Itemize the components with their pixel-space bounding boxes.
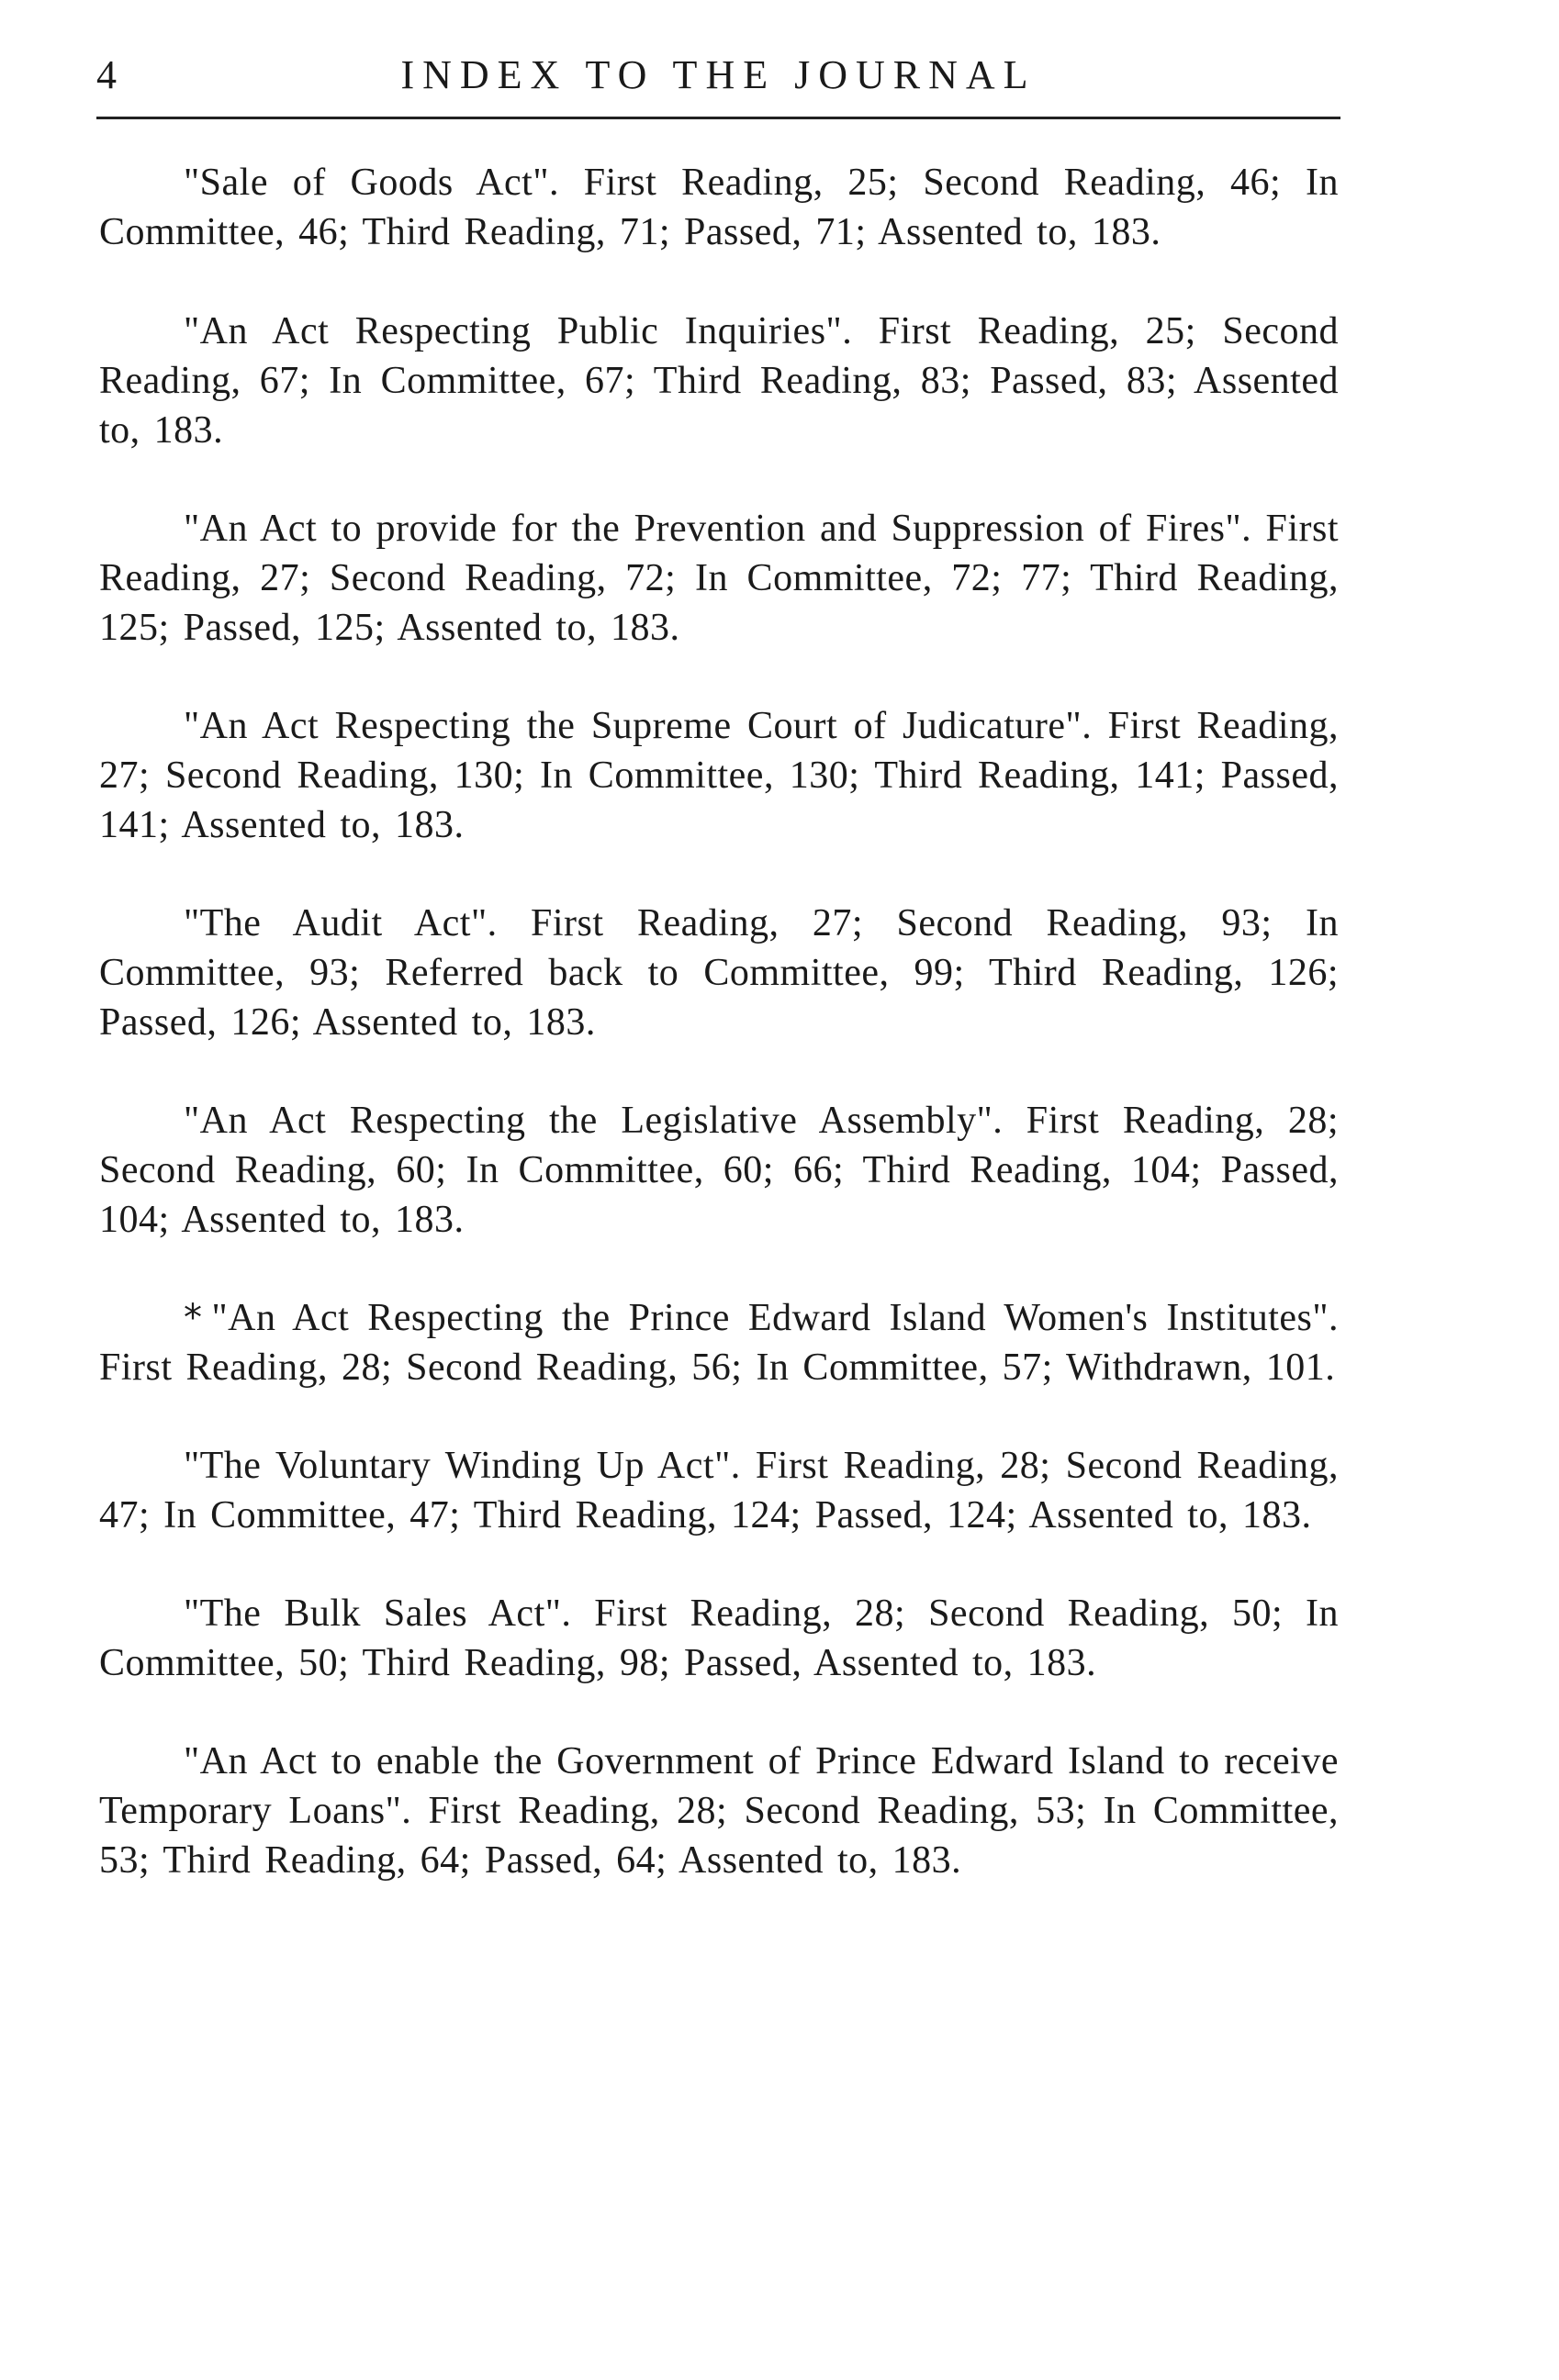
entry-text: "The Voluntary Winding Up Act". First Reading, 28; Second Reading, 47; In Committee, 47; Third Reading, 124; Passed, 124; Assented to, 183.	[99, 1445, 1339, 1536]
entry-text: "Sale of Goods Act". First Reading, 25; Second Reading, 46; In Committee, 46; Third Reading, 71; Passed, 71; Assented to, 183.	[99, 162, 1339, 253]
index-entry	[99, 1441, 1339, 1540]
index-entry	[99, 1589, 1339, 1688]
index-entry	[99, 504, 1339, 653]
entry-text: "An Act Respecting the Legislative Assembly". First Reading, 28; Second Reading, 60; In Committee, 60; 66; Third Reading, 104; Passed, 104; Assented to, 183.	[99, 1100, 1339, 1241]
entry-text: "An Act Respecting Public Inquiries". First Reading, 25; Second Reading, 67; In Committee, 67; Third Reading, 83; Passed, 83; Assented to, 183.	[99, 310, 1339, 452]
index-entry	[99, 1096, 1339, 1245]
entry-text: "An Act to enable the Government of Prince Edward Island to receive Temporary Loans". First Reading, 28; Second Reading, 53; In Committee, 53; Third Reading, 64; Passed, 64; Assented to, 183.	[99, 1740, 1339, 1882]
index-entry	[99, 1737, 1339, 1885]
entry-text: "An Act Respecting the Prince Edward Island Women's Institutes". First Reading, 28; Second Reading, 56; In Committee, 57; Withdrawn, 101.	[99, 1297, 1339, 1389]
running-title: INDEX TO THE JOURNAL	[400, 52, 1037, 97]
entry-text: "An Act to provide for the Prevention and Suppression of Fires". First Reading, 27; Second Reading, 72; In Committee, 72; 77; Third Reading, 125; Passed, 125; Assented to, 183.	[99, 508, 1339, 649]
index-entry	[99, 158, 1339, 257]
index-entries	[99, 158, 1339, 1934]
entry-text: "An Act Respecting the Supreme Court of Judicature". First Reading, 27; Second Reading, 130; In Committee, 130; Third Reading, 141; Passed, 141; Assented to, 183.	[99, 705, 1339, 846]
header-rule	[96, 117, 1340, 119]
asterisk-marker: *	[184, 1297, 203, 1339]
page-header	[96, 48, 1340, 112]
index-entry	[99, 701, 1339, 850]
index-entry	[99, 1293, 1339, 1392]
index-entry	[99, 307, 1339, 455]
entry-text: "The Bulk Sales Act". First Reading, 28; Second Reading, 50; In Committee, 50; Third Reading, 98; Passed, Assented to, 183.	[99, 1592, 1339, 1684]
entry-text: "The Audit Act". First Reading, 27; Second Reading, 93; In Committee, 93; Referred back to Committee, 99; Third Reading, 126; Passed, 126; Assented to, 183.	[99, 902, 1339, 1044]
index-entry	[99, 899, 1339, 1047]
page-number: 4	[96, 52, 118, 97]
